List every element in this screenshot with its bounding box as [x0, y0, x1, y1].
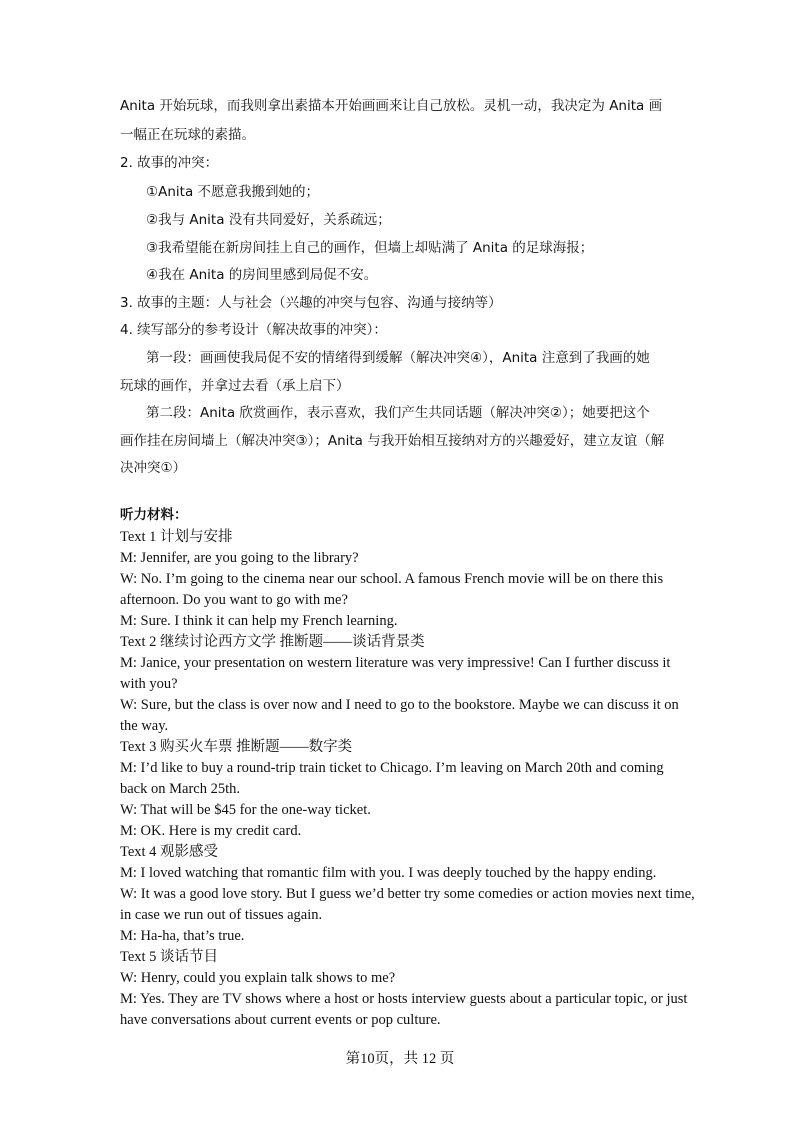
listening-line: M: Ha-ha, that’s true. [120, 928, 245, 944]
listening-line: Text 2 继续讨论西方文学 推断题——谈话背景类 [120, 634, 425, 650]
conflict-item-1: ①Anita 不愿意我搬到她的； [146, 184, 320, 200]
listening-line: with you? [120, 676, 178, 692]
listening-line: M: OK. Here is my credit card. [120, 823, 302, 839]
listening-line: W: That will be $45 for the one-way ticket. [120, 802, 371, 818]
listening-line: have conversations about current events or pop culture. [120, 1012, 441, 1028]
listening-line: in case we run out of tissues again. [120, 907, 323, 923]
listening-line: Text 1 计划与安排 [120, 529, 233, 545]
listening-line: back on March 25th. [120, 781, 240, 797]
listening-line: M: Sure. I think it can help my French learning. [120, 613, 398, 629]
para2-line-1: 第二段：Anita 欣赏画作，表示喜欢，我们产生共同话题（解决冲突②）；她要把这个 [146, 405, 650, 421]
listening-line: Text 4 观影感受 [120, 844, 219, 860]
listening-line: W: It was a good love story. But I guess we’d better try some comedies or action movies next time, [120, 886, 695, 902]
listening-line: M: I’d like to buy a round-trip train ticket to Chicago. I’m leaving on March 20th and coming [120, 760, 664, 776]
listening-line: M: I loved watching that romantic film with you. I was deeply touched by the happy ending. [120, 865, 657, 881]
conflict-heading: 2. 故事的冲突： [120, 155, 219, 171]
intro-line-2: 一幅正在玩球的素描。 [120, 127, 255, 143]
conflict-item-2: ②我与 Anita 没有共同爱好，关系疏远； [146, 212, 391, 228]
listening-line: M: Janice, your presentation on western literature was very impressive! Can I further discuss it [120, 655, 671, 671]
listening-line: M: Jennifer, are you going to the library? [120, 550, 359, 566]
para1-line-2: 玩球的画作，并拿过去看（承上启下） [120, 378, 350, 394]
theme-line: 3. 故事的主题：人与社会（兴趣的冲突与包容、沟通与接纳等） [120, 295, 502, 311]
listening-heading: 听力材料： [120, 507, 188, 523]
listening-line: Text 5 谈话节目 [120, 949, 219, 965]
listening-line: the way. [120, 718, 169, 734]
design-heading: 4. 续写部分的参考设计（解决故事的冲突）： [120, 322, 387, 338]
listening-line: afternoon. Do you want to go with me? [120, 592, 348, 608]
conflict-item-4: ④我在 Anita 的房间里感到局促不安。 [146, 267, 378, 283]
listening-line: W: Sure, but the class is over now and I need to go to the bookstore. Maybe we can discuss it on [120, 697, 679, 713]
intro-line-1: Anita 开始玩球，而我则拿出素描本开始画画来让自己放松。灵机一动，我决定为 Anita 画 [120, 98, 663, 114]
para2-line-3: 决冲突①） [120, 460, 187, 476]
listening-line: W: Henry, could you explain talk shows to me? [120, 970, 396, 986]
conflict-item-3: ③我希望能在新房间挂上自己的画作，但墙上却贴满了 Anita 的足球海报； [146, 240, 594, 256]
para1-line-1: 第一段：画画使我局促不安的情绪得到缓解（解决冲突④），Anita 注意到了我画的她 [146, 350, 650, 366]
page-number: 第10页，共 12 页 [345, 1051, 455, 1067]
listening-line: Text 3 购买火车票 推断题——数字类 [120, 739, 353, 755]
listening-line: W: No. I’m going to the cinema near our school. A famous French movie will be on there this [120, 571, 664, 587]
listening-line: M: Yes. They are TV shows where a host or hosts interview guests about a particular topic, or just [120, 991, 688, 1007]
para2-line-2: 画作挂在房间墙上（解决冲突③）；Anita 与我开始相互接纳对方的兴趣爱好，建立友谊（解 [120, 433, 665, 449]
